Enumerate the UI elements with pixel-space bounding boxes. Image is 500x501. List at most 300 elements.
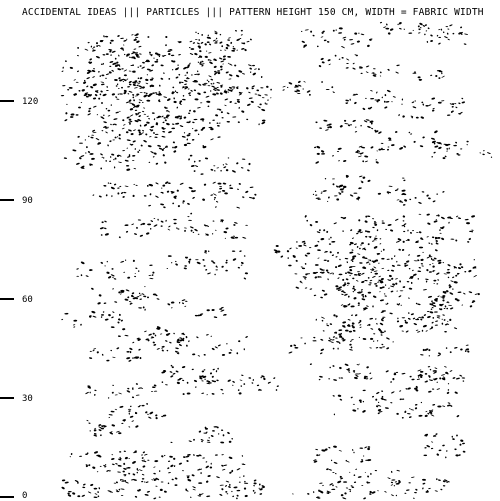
particle (437, 315, 441, 317)
particle (479, 152, 481, 153)
particle (214, 274, 216, 276)
particle (346, 487, 348, 488)
particle (371, 128, 373, 130)
particle (150, 79, 154, 81)
particle (350, 194, 354, 197)
particle (252, 379, 254, 381)
particle (448, 305, 452, 306)
particle (123, 81, 125, 83)
particle (225, 47, 228, 50)
particle (362, 160, 364, 162)
particle (366, 71, 369, 73)
particle (171, 262, 173, 264)
particle (344, 293, 348, 296)
particle (98, 97, 100, 99)
particle (433, 280, 436, 282)
particle (370, 98, 374, 99)
particle (167, 268, 168, 269)
particle (370, 272, 372, 273)
particle (100, 90, 103, 93)
particle (187, 392, 191, 394)
particle (365, 98, 367, 99)
particle (133, 99, 135, 101)
particle (146, 232, 150, 235)
particle (362, 176, 365, 179)
particle (231, 438, 233, 440)
particle (127, 156, 131, 158)
particle (145, 79, 149, 82)
particle (359, 324, 361, 326)
particle (426, 269, 429, 272)
particle (184, 267, 188, 269)
particle (301, 31, 303, 32)
particle (147, 224, 151, 226)
particle (358, 32, 359, 33)
particle (92, 350, 94, 352)
particle (473, 275, 477, 278)
particle (214, 199, 215, 200)
particle (120, 261, 124, 264)
particle (461, 98, 463, 100)
particle (194, 228, 198, 231)
particle (109, 66, 111, 67)
particle (85, 139, 87, 140)
particle (196, 336, 199, 338)
particle (128, 121, 132, 124)
particle (118, 161, 122, 163)
particle (463, 292, 466, 294)
particle (391, 101, 393, 102)
particle (112, 391, 115, 393)
particle (241, 34, 243, 36)
particle (108, 397, 109, 398)
particle (100, 167, 102, 169)
particle (207, 41, 210, 43)
particle (210, 336, 212, 337)
particle (140, 144, 142, 146)
particle (114, 79, 118, 81)
particle (396, 495, 398, 497)
particle (365, 160, 368, 162)
particle (389, 274, 393, 277)
particle (216, 122, 218, 124)
particle (422, 479, 426, 481)
particle (119, 406, 123, 409)
particle (101, 314, 104, 316)
particle (91, 158, 95, 160)
particle (293, 344, 296, 347)
particle (335, 29, 336, 31)
particle (431, 441, 433, 443)
particle (73, 324, 76, 326)
particle (327, 278, 329, 280)
particle (315, 194, 317, 195)
particle (173, 458, 175, 460)
particle (211, 435, 214, 438)
particle (206, 480, 209, 483)
particle (208, 35, 210, 36)
particle (327, 271, 330, 274)
particle (322, 61, 325, 64)
particle (214, 42, 217, 44)
particle (337, 480, 342, 484)
particle (134, 87, 138, 89)
particle (148, 118, 150, 120)
particle (175, 122, 179, 124)
particle (144, 309, 146, 311)
particle (136, 40, 140, 43)
particle (364, 446, 367, 448)
particle (129, 114, 133, 117)
particle (348, 371, 350, 373)
particle (367, 448, 370, 451)
particle (251, 88, 253, 90)
particle (317, 257, 319, 258)
particle (161, 188, 162, 189)
particle (424, 33, 426, 35)
particle (86, 85, 89, 87)
particle (314, 276, 317, 279)
particle (416, 117, 419, 119)
particle (425, 373, 428, 375)
particle (302, 268, 305, 270)
particle (126, 78, 128, 80)
particle (231, 491, 232, 492)
particle (143, 107, 145, 108)
particle (175, 261, 177, 263)
particle (155, 417, 158, 420)
particle (355, 314, 358, 317)
particle (80, 274, 82, 276)
particle (456, 377, 460, 379)
particle (241, 110, 245, 113)
particle (220, 219, 224, 221)
particle (381, 96, 383, 98)
particle (128, 458, 130, 459)
particle (127, 296, 130, 298)
particle (197, 33, 199, 34)
particle (418, 267, 421, 269)
particle (188, 187, 192, 190)
particle (392, 265, 396, 268)
particle (173, 97, 175, 99)
particle (460, 26, 463, 28)
particle (119, 186, 121, 188)
particle (202, 457, 205, 458)
particle (122, 471, 125, 473)
particle (385, 28, 389, 30)
particle (345, 258, 349, 260)
particle (454, 347, 458, 349)
particle (85, 152, 86, 153)
particle (395, 278, 398, 280)
particle (471, 215, 475, 218)
particle (125, 160, 129, 162)
particle (164, 329, 168, 333)
particle (359, 337, 360, 338)
particle (133, 129, 136, 131)
particle (436, 381, 438, 383)
particle (122, 150, 125, 151)
particle (429, 379, 433, 381)
particle (216, 167, 219, 168)
particle (458, 454, 461, 456)
particle (105, 78, 106, 79)
particle (221, 111, 223, 113)
particle (352, 278, 354, 280)
particle (435, 219, 437, 220)
particle (176, 227, 178, 229)
particle (223, 464, 227, 466)
particle (487, 152, 491, 155)
particle (382, 222, 385, 224)
particle (105, 36, 108, 38)
particle (102, 54, 105, 56)
particle (403, 145, 406, 148)
particle (219, 186, 222, 187)
particle (130, 415, 134, 418)
particle (149, 278, 153, 280)
particle (390, 229, 394, 232)
particle (187, 476, 190, 479)
particle (164, 455, 166, 456)
particle (436, 283, 438, 284)
particle (137, 66, 139, 68)
particle (355, 468, 357, 470)
particle (130, 133, 133, 135)
particle (242, 237, 246, 239)
particle (387, 259, 390, 260)
particle (147, 414, 149, 415)
particle (138, 78, 140, 80)
particle (349, 269, 352, 272)
particle (109, 161, 111, 162)
particle (304, 278, 306, 280)
particle (436, 272, 440, 275)
particle (160, 220, 163, 223)
particle (424, 414, 428, 417)
particle (192, 489, 195, 491)
particle (389, 186, 393, 188)
particle (383, 249, 385, 251)
particle (139, 124, 141, 127)
particle (403, 231, 405, 232)
particle (380, 278, 384, 281)
particle (101, 234, 103, 236)
particle (197, 42, 201, 44)
particle (204, 250, 207, 252)
particle (162, 184, 165, 186)
particle (306, 90, 310, 93)
particle (241, 48, 245, 50)
particle (155, 92, 157, 93)
particle (100, 153, 103, 156)
particle (438, 261, 442, 264)
particle (89, 269, 92, 272)
particle (174, 145, 178, 148)
particle (132, 140, 136, 143)
particle (139, 298, 142, 300)
particle (444, 273, 447, 274)
particle (447, 321, 448, 322)
particle (237, 99, 240, 100)
particle (433, 220, 437, 223)
particle (401, 103, 403, 105)
particle (153, 341, 156, 343)
particle (122, 328, 125, 330)
particle (384, 491, 387, 493)
particle (456, 215, 459, 217)
particle (142, 111, 145, 113)
particle (307, 493, 310, 495)
particle (443, 31, 445, 33)
particle (438, 42, 441, 45)
particle (182, 95, 184, 97)
particle (128, 473, 130, 475)
particle (396, 470, 400, 472)
particle (78, 107, 81, 109)
particle (167, 229, 170, 231)
particle (349, 349, 353, 351)
particle (190, 90, 193, 92)
particle (112, 62, 116, 65)
particle (349, 251, 353, 253)
particle (309, 94, 311, 96)
particle (262, 119, 266, 121)
particle (402, 215, 405, 218)
particle (410, 232, 413, 234)
particle (381, 143, 384, 144)
particle (349, 39, 353, 41)
particle (94, 488, 98, 490)
particle (226, 112, 229, 114)
particle (132, 460, 137, 464)
particle (347, 282, 350, 284)
ruler-label-120: 120 (22, 97, 39, 107)
particle (337, 252, 340, 255)
particle (319, 376, 323, 378)
particle (239, 392, 242, 394)
particle (236, 352, 238, 354)
particle (212, 393, 215, 395)
particle (375, 470, 377, 471)
particle (144, 286, 145, 287)
particle (129, 123, 131, 125)
particle (135, 425, 139, 428)
particle (180, 182, 184, 185)
particle (184, 83, 187, 85)
particle (166, 123, 170, 126)
particle (350, 346, 352, 348)
particle (414, 197, 416, 199)
particle (92, 466, 96, 469)
particle (448, 222, 450, 224)
particle (444, 155, 446, 157)
particle (198, 83, 202, 86)
particle (395, 71, 399, 73)
particle (214, 316, 218, 318)
particle (326, 468, 329, 470)
particle (357, 302, 360, 305)
particle (108, 182, 110, 184)
particle (200, 42, 203, 45)
particle (202, 198, 205, 201)
particle (401, 189, 405, 192)
particle (346, 261, 348, 263)
particle (232, 258, 236, 261)
particle (294, 347, 298, 349)
particle (90, 484, 94, 487)
particle (432, 200, 435, 203)
particle (142, 474, 145, 476)
particle (83, 81, 87, 84)
particle (197, 70, 199, 72)
particle (340, 377, 343, 378)
particle (155, 134, 159, 135)
particle (435, 240, 438, 242)
particle (301, 40, 305, 43)
particle (81, 102, 83, 103)
particle (198, 355, 201, 357)
particle (132, 195, 135, 198)
particle (366, 65, 370, 67)
particle (275, 389, 277, 391)
particle (220, 50, 222, 51)
particle (296, 247, 298, 249)
particle (151, 391, 153, 392)
particle (422, 487, 424, 489)
particle (212, 220, 214, 221)
particle (182, 99, 186, 101)
particle (153, 132, 155, 134)
particle (369, 347, 372, 348)
particle (354, 32, 357, 35)
particle (446, 391, 449, 394)
particle (338, 32, 342, 34)
particle (112, 357, 115, 359)
particle (176, 106, 178, 108)
particle (209, 61, 213, 64)
particle (126, 351, 129, 353)
particle (62, 85, 65, 87)
particle (111, 70, 114, 73)
particle (438, 77, 440, 79)
particle (381, 268, 384, 270)
particle (249, 97, 253, 99)
particle (195, 315, 198, 317)
particle (441, 322, 443, 324)
particle (458, 102, 461, 104)
particle (409, 408, 411, 409)
particle (207, 272, 211, 274)
particle (153, 224, 157, 227)
particle (265, 102, 266, 104)
particle (229, 441, 232, 444)
particle (147, 296, 149, 298)
particle (321, 81, 323, 83)
particle (452, 276, 455, 278)
particle (199, 160, 201, 162)
particle (460, 148, 462, 149)
particle (452, 288, 454, 290)
particle (376, 150, 378, 151)
particle (229, 74, 233, 77)
particle (309, 288, 312, 290)
particle (353, 286, 355, 288)
particle (380, 22, 383, 24)
particle (444, 366, 447, 368)
particle (375, 159, 377, 161)
